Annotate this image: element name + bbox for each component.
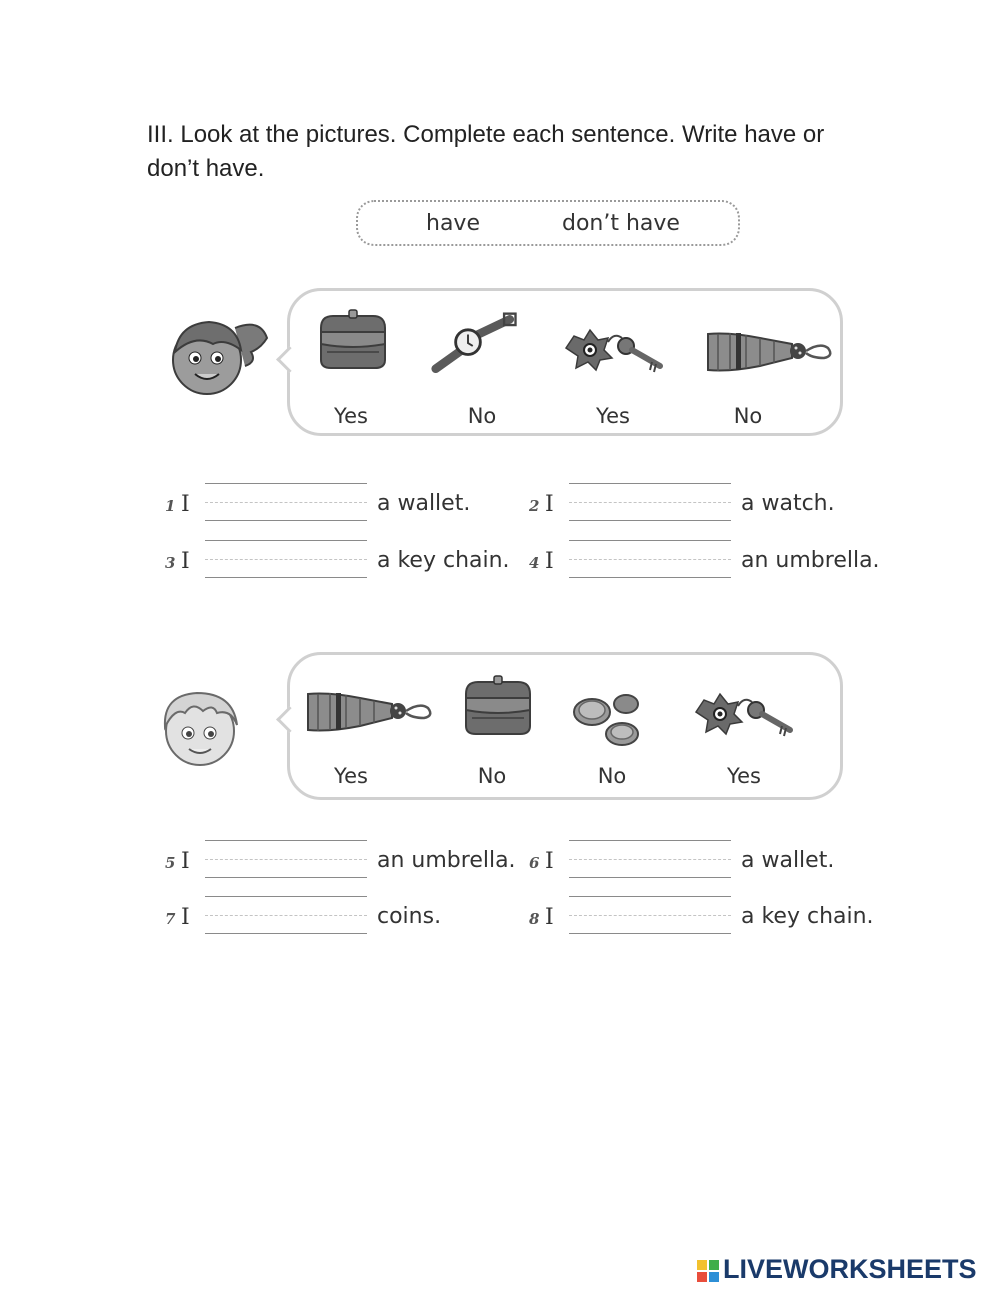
item-label: No: [733, 404, 763, 428]
exercise-number: 8: [529, 910, 540, 928]
answer-blank[interactable]: [569, 483, 731, 523]
word-bank: [356, 200, 740, 246]
boy-face-icon: [155, 683, 245, 773]
logo-blocks-icon: [697, 1260, 719, 1282]
umbrella-icon: [300, 680, 440, 740]
item-label: Yes: [596, 404, 630, 428]
exercise-sentence-end: a wallet.: [741, 848, 835, 873]
exercise-number: 1: [165, 497, 176, 515]
exercise-number: 5: [165, 854, 176, 872]
exercise-number: 6: [529, 854, 540, 872]
exercise-2: [529, 483, 849, 543]
exercise-sentence-end: a watch.: [741, 491, 835, 516]
instruction-text: III. Look at the pictures. Complete each sentence. Write have or don’t have.: [147, 121, 825, 182]
exercise-pronoun: I: [545, 492, 554, 517]
item-label: No: [467, 404, 497, 428]
exercise-sentence-end: an umbrella.: [377, 848, 516, 873]
answer-blank[interactable]: [205, 896, 367, 936]
exercise-pronoun: I: [181, 549, 190, 574]
exercise-pronoun: I: [545, 905, 554, 930]
exercise-8: [529, 896, 874, 956]
coins-icon: [566, 688, 646, 752]
exercise-number: 7: [165, 910, 176, 928]
exercise-pronoun: I: [545, 849, 554, 874]
answer-blank[interactable]: [205, 540, 367, 580]
exercise-sentence-end: a key chain.: [741, 904, 874, 929]
item-label: Yes: [334, 404, 368, 428]
exercise-number: 4: [529, 554, 540, 572]
item-label: Yes: [334, 764, 368, 788]
exercise-pronoun: I: [545, 549, 554, 574]
answer-blank[interactable]: [205, 483, 367, 523]
key-chain-icon: [556, 318, 666, 378]
exercise-number: 2: [529, 497, 540, 515]
exercise-5: [165, 840, 516, 900]
watch-icon: [430, 310, 525, 380]
wallet-icon: [458, 674, 538, 738]
exercise-pronoun: I: [181, 849, 190, 874]
umbrella-icon: [700, 320, 840, 380]
exercise-pronoun: I: [181, 492, 190, 517]
exercise-sentence-end: an umbrella.: [741, 548, 880, 573]
word-bank-have: have: [426, 211, 480, 236]
exercise-1: [165, 483, 485, 543]
key-chain-icon: [686, 682, 796, 742]
wallet-icon: [313, 308, 393, 372]
item-label: Yes: [727, 764, 761, 788]
exercise-sentence-end: coins.: [377, 904, 442, 929]
answer-blank[interactable]: [569, 540, 731, 580]
exercise-6: [529, 840, 849, 900]
answer-blank[interactable]: [569, 896, 731, 936]
exercise-4: [529, 540, 880, 600]
answer-blank[interactable]: [569, 840, 731, 880]
answer-blank[interactable]: [205, 840, 367, 880]
exercise-7: [165, 896, 485, 956]
logo-text: LIVEWORKSHEETS: [723, 1254, 977, 1284]
exercise-pronoun: I: [181, 905, 190, 930]
exercise-sentence-end: a key chain.: [377, 548, 510, 573]
word-bank-dont-have: don’t have: [562, 211, 680, 236]
exercise-3: [165, 540, 510, 600]
exercise-number: 3: [165, 554, 176, 572]
item-label: No: [477, 764, 507, 788]
girl-face-icon: [165, 308, 275, 403]
exercise-sentence-end: a wallet.: [377, 491, 471, 516]
item-label: No: [597, 764, 627, 788]
